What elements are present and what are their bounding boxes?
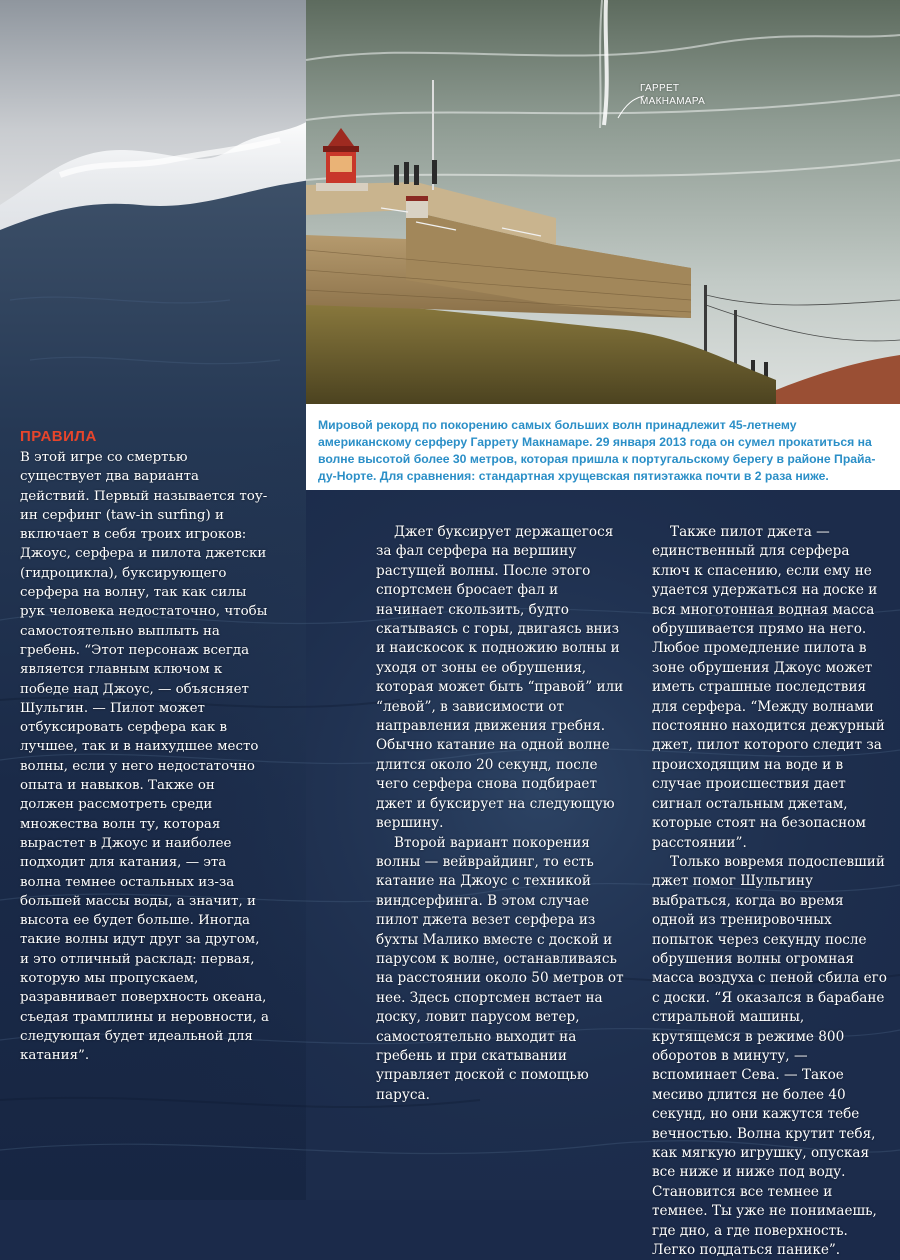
photo-caption: Мировой рекорд по покорению самых больших волн принадлежит 45-летнему американскому серферу Гаррету Макнамаре. 29 января 2013 года он сумел прокатиться на волне высотой более 30 метров, которая пришла к португальскому берегу в районе Прайа-ду-Норте. Для сравнения: стандартная хрущевская пятиэтажка почти в 2 раза ниже.: [318, 418, 876, 483]
column2-paragraph-2: Второй вариант покорения волны — вейврайдинг, то есть катание на Джоус с техникой виндсерфинга. В этом случае пилот джета везет серфера из бухты Малико вместе с доской и парусом к волне, останавливаясь на расстоянии около 50 метров от нее. Здесь спортсмен встает на доску, ловит парусом ветер, самостоятельно выходит на гребень и при скатывании управляет доской с помощью паруса.: [376, 834, 624, 1103]
rules-heading: ПРАВИЛА: [20, 428, 97, 445]
surfer-label-line1: ГАРРЕТ: [640, 83, 680, 94]
text-column-2: [376, 523, 628, 1105]
column3-paragraph-1: Также пилот джета — единственный для серфера ключ к спасению, если ему не удается удержаться на доске и вся многотонная водная масса обрушивается прямо на него. Любое промедление пилота в зоне обрушения Джоус может иметь страшные последствия для серфера. “Между волнами постоянно находится дежурный джет, пилот которого следит за происходящим на воде и в случае происшествия дает сигнал остальным джетам, которые стоят на безопасном расстоянии”.: [652, 524, 885, 851]
lighthouse-photo: [306, 0, 900, 404]
column2-paragraph-1: Джет буксирует держащегося за фал серфера на вершину растущей волны. После этого спортсмен бросает фал и начинает скользить, будто скатываясь с горы, двигаясь вниз и наискосок к подножию волны и уходя от зоны ее обрушения, которая может быть “правой” или “левой”, в зависимости от направления движения гребня. Обычно катание на одной волне длится около 20 секунд, после чего серфера снова подбирает джет и буксирует на следующую вершину.: [376, 524, 624, 832]
surfer-name-label: [640, 82, 760, 108]
surfer-label-line2: МАКНАМАРА: [640, 96, 706, 107]
column1-paragraph: В этой игре со смертью существует два варианта действий. Первый называется тоу-ин серфинг (taw-in surfing) и включает в себя троих игроков: Джоус, серфера и пилота джетски (гидроцикла), буксирующего серфера на волну, так как силы рук человека недостаточно, чтобы самостоятельно выплыть на гребень. “Этот персонаж всегда является главным ключом к победе над Джоус, — объясняет Шульгин. — Пилот может отбуксировать серфера как в лучшее, так и в наихудшее место волны, если у него недостаточно опыта и навыков. Также он должен рассмотреть среди множества волн ту, которая вырастет в Джоус и наиболее подходит для катания, — эта волна темнее остальных из-за большей массы воды, а значит, и высота ее будет больше. Иногда такие волны идут друг за другом, и это отличный расклад: первая, которую мы пропускаем, разравнивает поверхность океана, съедая трамплины и неровности, а следующая будет идеальной для катания”.: [20, 450, 269, 1064]
column3-paragraph-2: Только вовремя подоспевший джет помог Шульгину выбраться, когда во время одной из тренировочных попыток через секунду после обрушения волны огромная масса воздуха с пеной сбила его с доски. “Я оказался в барабане стиральной машины, крутящемся в режиме 800 оборотов в минуту, — вспоминает Сева. — Такое месиво длится не более 40 секунд, но они кажутся тебе вечностью. Волна крутит тебя, как мягкую игрушку, опуская все ниже и ниже под воду. Становится все темнее и темнее. Ты уже не понимаешь, где дно, а где поверхность. Легко поддаться панике”.: [652, 853, 887, 1259]
text-column-1: [20, 428, 270, 1066]
text-column-3: [652, 523, 888, 1260]
lighthouse-photo-image: [306, 0, 900, 404]
photo-caption-box: [306, 404, 900, 490]
